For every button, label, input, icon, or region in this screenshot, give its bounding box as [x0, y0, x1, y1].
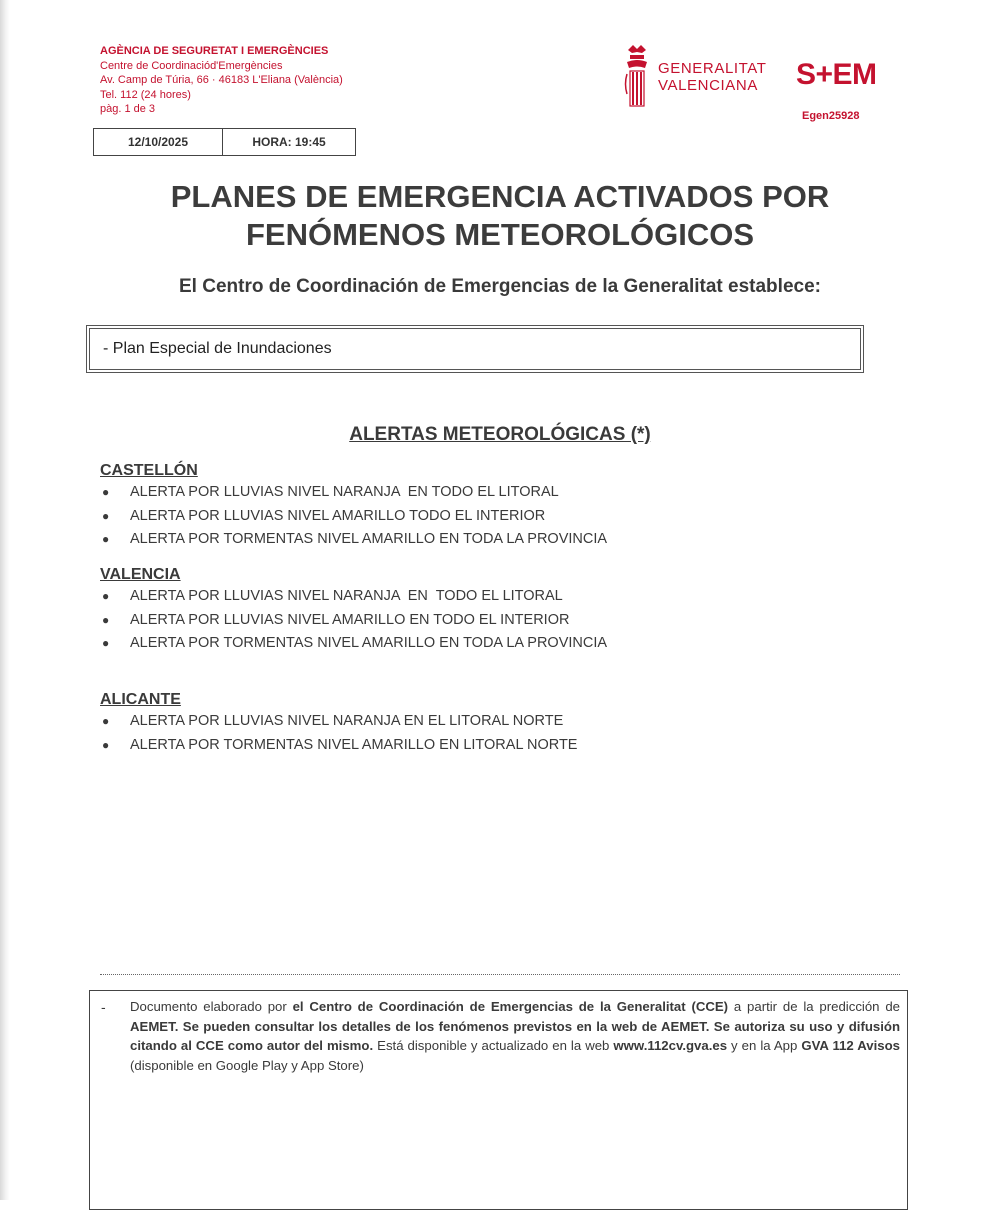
issue-time: HORA: 19:45 — [252, 135, 326, 149]
alert-text: ALERTA POR LLUVIAS NIVEL NARANJA EN TODO EL LITORAL — [130, 484, 559, 500]
disclaimer-part: y en la App — [727, 1038, 802, 1053]
alert-item — [100, 632, 900, 656]
generalitat-wordmark-line1: GENERALITAT — [658, 60, 767, 77]
alert-item — [100, 481, 900, 505]
alert-text: ALERTA POR LLUVIAS NIVEL NARANJA EN EL LITORAL NORTE — [130, 713, 564, 729]
alert-text: ALERTA POR LLUVIAS NIVEL NARANJA EN TODO EL LITORAL — [130, 588, 563, 604]
disclaimer-dash: - — [101, 999, 106, 1015]
province-valencia — [100, 565, 900, 656]
alert-item — [100, 710, 900, 734]
issue-date: 12/10/2025 — [94, 129, 223, 155]
agency-header — [100, 44, 343, 117]
app-name: GVA 112 Avisos — [801, 1038, 901, 1053]
generalitat-wordmark-line2: VALENCIANA — [658, 77, 758, 94]
province-castellon — [100, 461, 900, 552]
generalitat-logo — [624, 44, 767, 110]
disclaimer-part: Documento elaborado por — [130, 999, 293, 1014]
bullet-icon: ● — [102, 612, 110, 627]
coat-of-arms-icon — [624, 44, 650, 110]
province-name: ALICANTE — [100, 691, 181, 708]
alert-item — [100, 585, 900, 609]
agency-center: Centre de Coordinaciód'Emergències — [100, 59, 283, 72]
disclaimer-box — [89, 990, 908, 1210]
document-code: Egen25928 — [802, 110, 860, 122]
sem-logo: S+EM — [796, 58, 877, 91]
disclaimer-part: Está disponible y actualizado en la web — [373, 1038, 614, 1053]
province-alicante — [100, 690, 900, 757]
alert-item — [100, 734, 900, 758]
bullet-icon: ● — [102, 636, 110, 650]
page-subtitle: El Centro de Coordinación de Emergencias de la Generalitat establece: — [179, 276, 821, 297]
page-title — [100, 178, 900, 254]
page-title-line2: FENÓMENOS METEOROLÓGICOS — [245, 217, 755, 252]
alert-text: ALERTA POR LLUVIAS NIVEL AMARILLO EN TODO EL INTERIOR — [130, 611, 570, 628]
bullet-icon: ● — [102, 589, 110, 603]
agency-name: AGÈNCIA DE SEGURETAT I EMERGÈNCIES — [100, 45, 329, 57]
alert-text: ALERTA POR TORMENTAS NIVEL AMARILLO EN TODA LA PROVINCIA — [130, 635, 608, 651]
disclaimer-bold: el Centro de Coordinación de Emergencias de la Generalitat (CCE) — [292, 999, 729, 1014]
disclaimer-part: a partir de la predicción de — [728, 999, 900, 1014]
alert-text: ALERTA POR TORMENTAS NIVEL AMARILLO EN LITORAL NORTE — [130, 736, 578, 753]
agency-phone: Tel. 112 (24 hores) — [100, 88, 191, 101]
agency-address: Av. Camp de Túria, 66 · 46183 L'Eliana (València) — [100, 74, 343, 86]
province-name: CASTELLÓN — [100, 462, 198, 479]
disclaimer-bold: AEMET. Se pueden consultar los detalles de los fenómenos previstos en la web de AEMET. Se autoriza su uso y difusión citando al CCE como autor del mismo. — [130, 1018, 900, 1053]
disclaimer-part: (disponible en Google Play y App Store) — [130, 1057, 364, 1073]
website-link[interactable]: www.112cv.gva.es — [613, 1038, 728, 1053]
alerts-title: ALERTAS METEOROLÓGICAS (*) — [349, 424, 651, 445]
date-time-box — [93, 128, 356, 156]
generalitat-wordmark — [658, 60, 767, 94]
disclaimer-text — [130, 997, 900, 1075]
activated-plan: - Plan Especial de Inundaciones — [89, 328, 861, 370]
page-edge-shadow — [0, 0, 10, 1200]
page-number: pàg. 1 de 3 — [100, 103, 156, 115]
bullet-icon: ● — [102, 485, 110, 499]
dotted-divider — [100, 974, 900, 975]
alert-text: ALERTA POR LLUVIAS NIVEL AMARILLO TODO EL INTERIOR — [130, 507, 546, 524]
bullet-icon: ● — [102, 714, 110, 728]
province-name: VALENCIA — [100, 566, 181, 583]
bullet-icon: ● — [102, 737, 110, 752]
bullet-icon: ● — [102, 532, 110, 546]
activated-plan-box — [86, 325, 864, 373]
alert-item — [100, 528, 900, 552]
alert-text: ALERTA POR TORMENTAS NIVEL AMARILLO EN TODA LA PROVINCIA — [130, 531, 608, 547]
page-title-line1: PLANES DE EMERGENCIA ACTIVADOS POR — [170, 179, 830, 214]
bullet-icon: ● — [102, 508, 110, 523]
alert-item — [100, 609, 900, 633]
alert-item — [100, 505, 900, 529]
